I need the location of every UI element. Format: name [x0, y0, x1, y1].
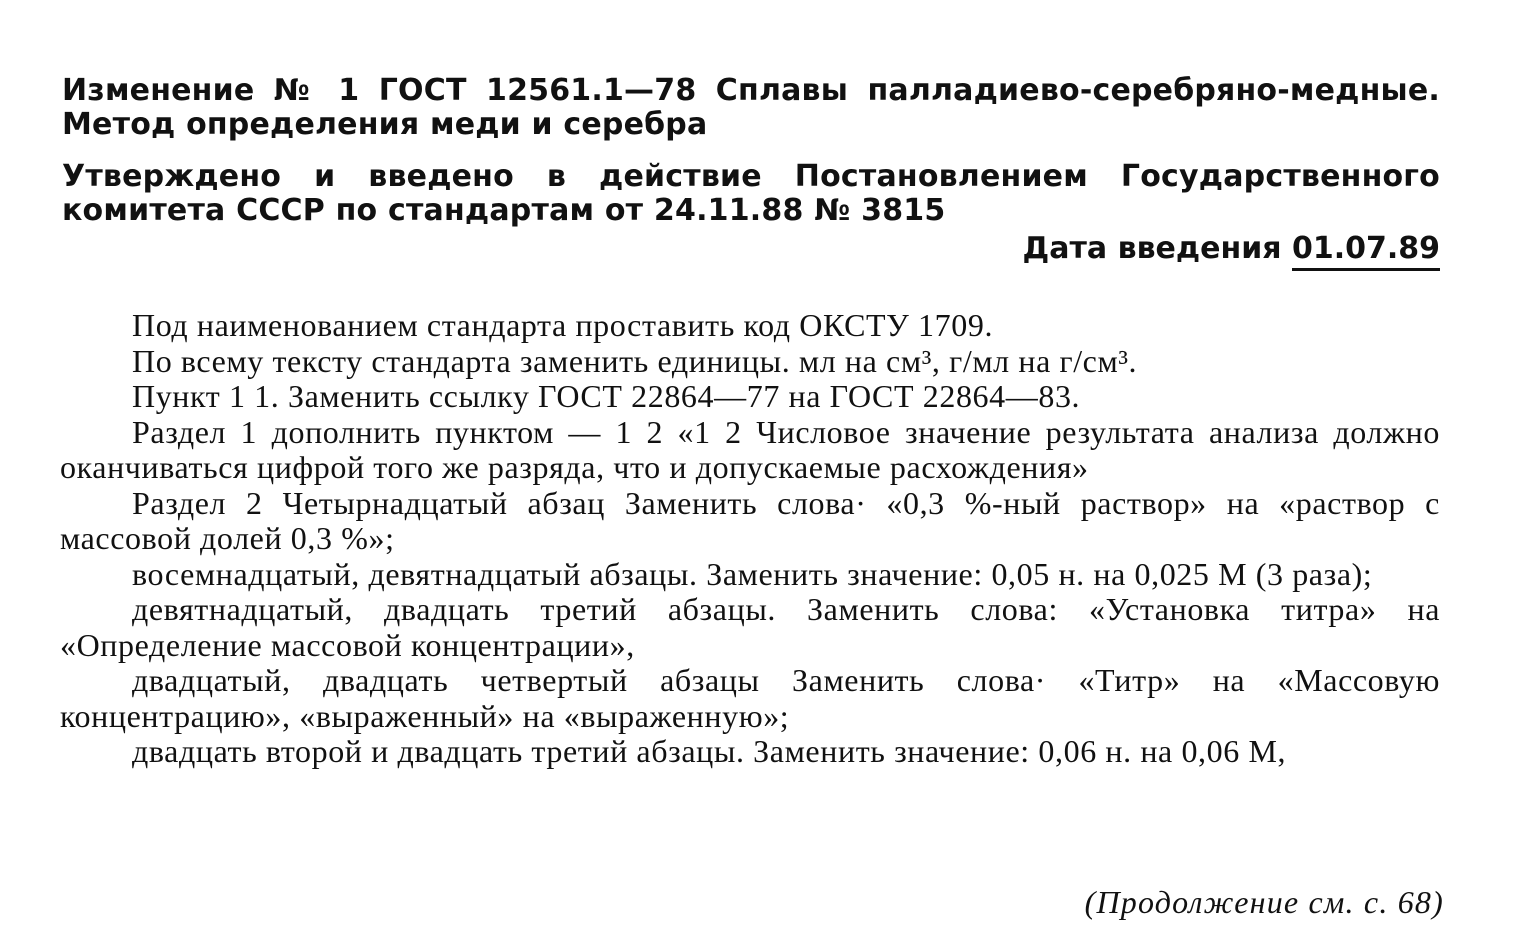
- introduction-date: [1023, 232, 1440, 266]
- continuation-note: (Продолжение см. с. 68): [1084, 884, 1444, 920]
- paragraph-okstu-code: Под наименованием стандарта проставить код ОКСТУ 1709.: [132, 307, 994, 343]
- paragraph-twenty-second-twenty-third: двадцать второй и двадцать третий абзацы. Заменить значение: 0,06 н. на 0,06 М,: [132, 733, 1287, 769]
- paragraph-section-2: Раздел 2 Четырнадцатый абзац Заменить слова· «0,3 %-ный раствор» на «раствор с массовой долей 0,3 %»;: [60, 484, 1440, 556]
- introduction-date-value: 01.07.89: [1292, 231, 1440, 271]
- paragraph-units-replacement: По всему тексту стандарта заменить единицы. мл на см³, г/мл на г/см³.: [132, 342, 1138, 379]
- paragraph-section-1: Раздел 1 дополнить пунктом — 1 2 «1 2 Числовое значение результата анализа должно оканчиваться цифрой того же разряда, что и допускаемые расхождения»: [60, 413, 1440, 485]
- paragraph-nineteenth-twenty-third: девятнадцатый, двадцать третий абзацы. Заменить слова: «Установка титра» на «Определение массовой концентрации»,: [60, 591, 1440, 663]
- introduction-date-label: Дата введения: [1022, 231, 1282, 266]
- amendment-body: [60, 308, 1440, 770]
- amendment-title: Изменение № 1 ГОСТ 12561.1—78 Сплавы палладиево-серебряно-медные. Метод определения меди и серебра: [62, 73, 1440, 142]
- approval-statement: Утверждено и введено в действие Постановлением Государственного комитета СССР по стандартам от 24.11.88 № 3815: [62, 159, 1440, 228]
- paragraph-clause-1-1: Пункт 1 1. Заменить ссылку ГОСТ 22864—77 на ГОСТ 22864—83.: [132, 378, 1081, 414]
- paragraph-twentieth-twenty-fourth: двадцатый, двадцать четвертый абзацы Заменить слова· «Титр» на «Массовую концентрацию», «выраженный» на «выраженную»;: [60, 662, 1440, 734]
- paragraph-eighteenth-nineteenth: восемнадцатый, девятнадцатый абзацы. Заменить значение: 0,05 н. на 0,025 М (3 раза);: [132, 555, 1373, 592]
